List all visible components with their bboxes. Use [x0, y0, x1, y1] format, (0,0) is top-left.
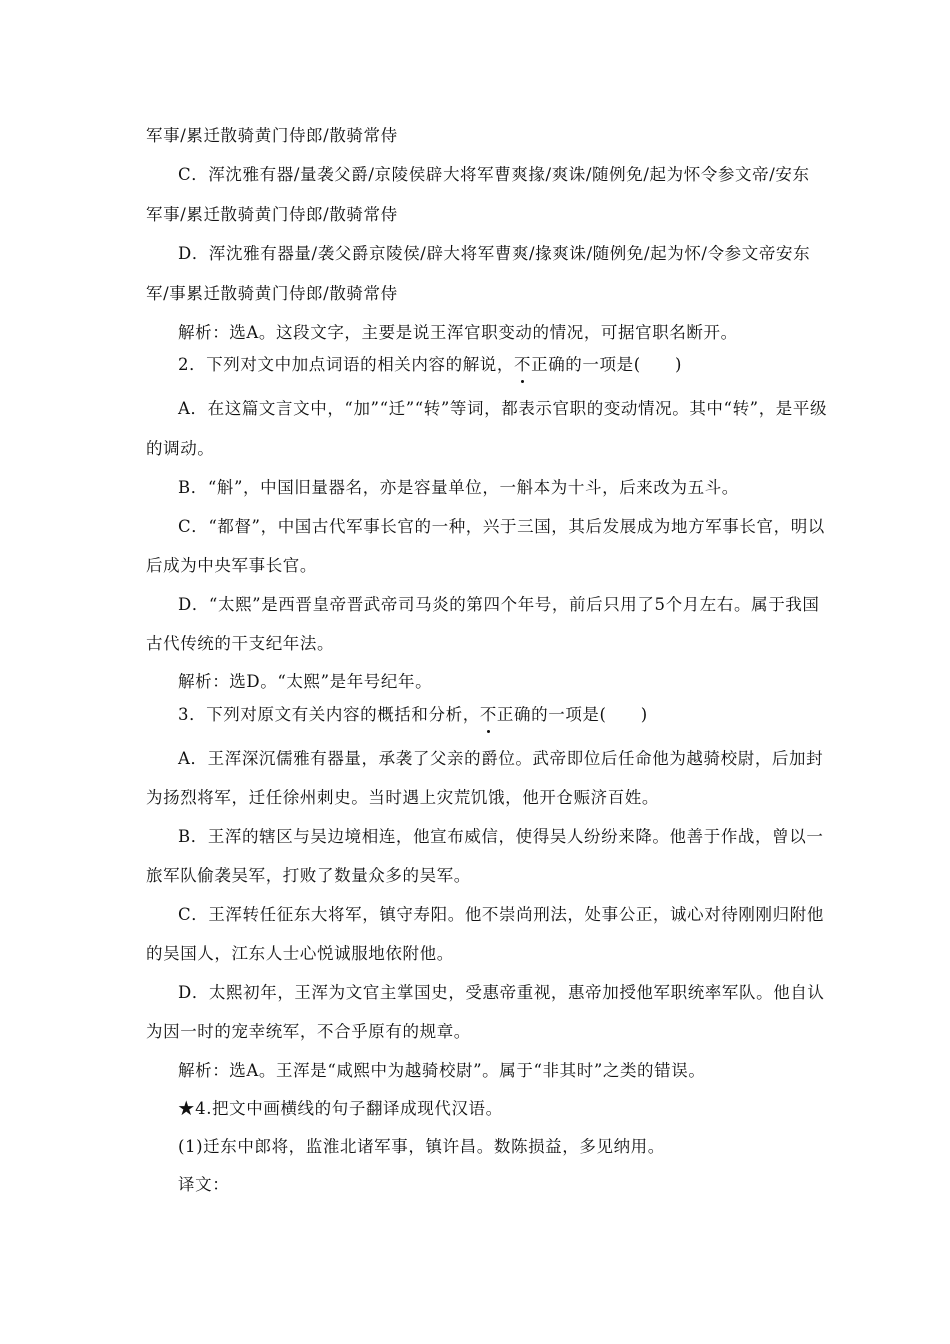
option-c-line: C．“都督”，中国古代军事长官的一种，兴于三国，其后发展成为地方军事长官，明以 [178, 517, 825, 536]
text-line: 军事/累迁散骑黄门侍郎/散骑常侍 [146, 126, 398, 145]
analysis-line: 解析：选A。王浑是“咸熙中为越骑校尉”。属于“非其时”之类的错误。 [178, 1061, 706, 1080]
text-line: 古代传统的干支纪年法。 [146, 634, 335, 653]
option-d-line: D．“太熙”是西晋皇帝晋武帝司马炎的第四个年号，前后只用了5个月左右。属于我国 [178, 595, 820, 614]
emphasis-dot-char: 不 [514, 355, 532, 374]
option-b-line: B．“斛”，中国旧量器名，亦是容量单位，一斛本为十斗，后来改为五斗。 [178, 478, 739, 497]
analysis-line: 解析：选D。“太熙”是年号纪年。 [178, 672, 433, 691]
text-line: 的调动。 [146, 439, 215, 458]
question-text: 正确的一项是( ) [531, 355, 682, 374]
text-line: 军事/累迁散骑黄门侍郎/散骑常侍 [146, 205, 398, 224]
text-line: 为因一时的宠幸统军，不合乎原有的规章。 [146, 1022, 471, 1041]
option-a-line: A．王浑深沉儒雅有器量，承袭了父亲的爵位。武帝即位后任命他为越骑校尉，后加封 [178, 749, 824, 768]
question-3-stem [178, 704, 648, 726]
option-d-line: D．太熙初年，王浑为文官主掌国史，受惠帝重视，惠帝加授他军职统率军队。他自认 [178, 983, 825, 1002]
option-a-line: A．在这篇文言文中，“加”“迁”“转”等词，都表示官职的变动情况。其中“转”，是平级 [178, 399, 828, 418]
text-line: 的吴国人，江东人士心悦诚服地依附他。 [146, 944, 454, 963]
question-text: 2．下列对文中加点词语的相关内容的解说， [178, 355, 514, 374]
question-text: 正确的一项是( ) [496, 705, 648, 724]
question-text: 3．下列对原文有关内容的概括和分析， [178, 705, 480, 724]
text-line: 后成为中央军事长官。 [146, 556, 317, 575]
emphasis-dot-char: 不 [479, 705, 497, 724]
option-d-line: D．浑沈雅有器量/袭父爵京陵侯/辟大将军曹爽/掾爽诛/随例免/起为怀/令参文帝安东 [178, 244, 811, 263]
translation-label: 译文： [178, 1175, 230, 1194]
option-c-line: C．王浑转任征东大将军，镇守寿阳。他不崇尚刑法，处事公正，诚心对待刚刚归附他 [178, 905, 824, 924]
text-line: 旅军队偷袭吴军，打败了数量众多的吴军。 [146, 866, 471, 885]
analysis-line: 解析：选A。这段文字，主要是说王浑官职变动的情况，可据官职名断开。 [178, 323, 738, 342]
text-line: 为扬烈将军，迁任徐州刺史。当时遇上灾荒饥饿，他开仓赈济百姓。 [146, 788, 659, 807]
question-2-stem [178, 354, 682, 376]
option-c-line: C．浑沈雅有器/量袭父爵/京陵侯辟大将军曹爽掾/爽诛/随例免/起为怀令参文帝/安东 [178, 165, 810, 184]
sentence-1: (1)迁东中郎将，监淮北诸军事，镇许昌。数陈损益，多见纳用。 [178, 1137, 665, 1156]
option-b-line: B．王浑的辖区与吴边境相连，他宣布威信，使得吴人纷纷来降。他善于作战，曾以一 [178, 827, 824, 846]
text-line: 军/事累迁散骑黄门侍郎/散骑常侍 [146, 284, 398, 303]
question-4-stem: ★4.把文中画横线的句子翻译成现代汉语。 [178, 1099, 503, 1118]
